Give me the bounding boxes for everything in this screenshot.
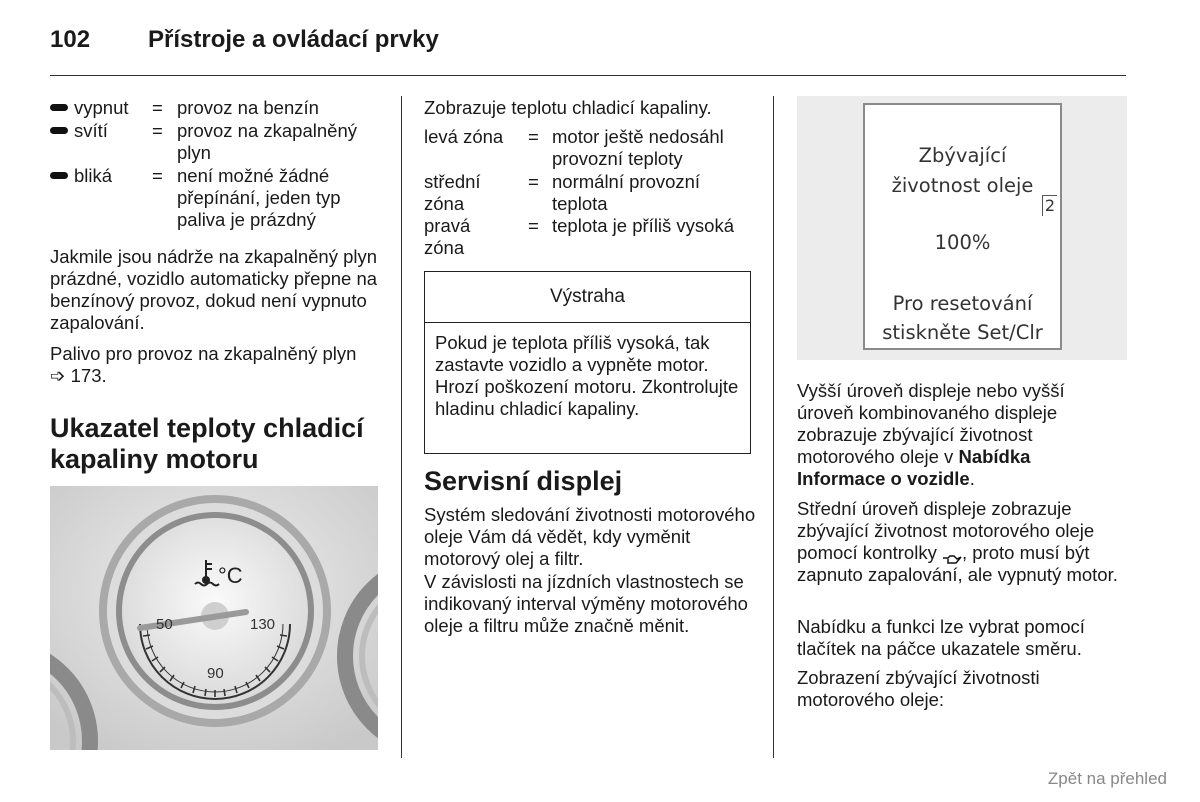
- lpg-indicator-icon: [50, 127, 68, 134]
- display-page-badge: 2: [1042, 195, 1057, 216]
- menu-reference: Nabídka Informace o vozidle: [797, 446, 1031, 489]
- page-title: Přístroje a ovládací prvky: [148, 26, 439, 53]
- zone-key-2: pravá zóna: [424, 215, 471, 258]
- lpg-reference-paragraph: Palivo pro provoz na zkapalněný plyn ➩ 173.: [50, 343, 357, 386]
- oil-can-icon: [942, 548, 962, 560]
- legend-eq-0: =: [152, 97, 163, 118]
- coolant-section-heading: Ukazatel teploty chladicí kapaliny motoru: [50, 413, 364, 474]
- legend-key-0: vypnut: [50, 97, 129, 119]
- display-line-4: Pro resetování: [892, 292, 1033, 315]
- coolant-gauge-svg: [50, 486, 378, 750]
- legend-key-2: bliká: [50, 165, 112, 187]
- oil-life-paragraph-4: Zobrazení zbývající životnosti motorového oleje:: [797, 667, 1040, 710]
- page-reference-link[interactable]: ➩ 173.: [50, 365, 107, 386]
- zone-value-2: teplota je příliš vysoká: [552, 215, 735, 236]
- header-divider: [50, 75, 1126, 76]
- service-paragraph-1: Systém sledování životnosti motorového oleje Vám dá vědět, kdy vyměnit motorový olej a filtr.: [424, 504, 756, 569]
- legend-value-2: není možné žádné přepínání, jeden typ paliva je prázdný: [177, 165, 341, 230]
- column-divider-2: [773, 96, 774, 758]
- zone-value-1: normální provozní teplota: [552, 171, 701, 214]
- lpg-indicator-icon: [50, 104, 68, 111]
- legend-eq-2: =: [152, 165, 163, 186]
- service-display-heading: Servisní displej: [424, 466, 623, 496]
- gauge-tick-90: 90: [207, 665, 224, 682]
- page-number: 102: [50, 26, 91, 53]
- warning-text: Pokud je teplota příliš vysoká, tak zastavte vozidlo a vypněte motor. Hrozí poškození motoru. Zkontrolujte hladinu chladicí kapaliny.: [435, 332, 739, 419]
- lpg-paragraph: Jakmile jsou nádrže na zkapalněný plyn prázdné, vozidlo automaticky přepne na benzínový provoz, dokud není vypnuto zapalování.: [50, 246, 378, 333]
- display-line-5: stiskněte Set/Clr: [882, 321, 1043, 344]
- legend-value-0: provoz na benzín: [177, 97, 319, 118]
- zone-key-0: levá zóna: [424, 126, 504, 147]
- back-to-overview-link[interactable]: Zpět na přehled: [1047, 769, 1167, 788]
- zone-eq-1: =: [528, 171, 539, 192]
- zone-eq-2: =: [528, 215, 539, 236]
- zone-value-0: motor ještě nedosáhl provozní teploty: [552, 126, 724, 169]
- oil-life-paragraph-1: Vyšší úroveň displeje nebo vyšší úroveň kombinovaného displeje zobrazuje zbývající životnost motorového oleje v Nabídka Informace o vozidle.: [797, 380, 1065, 489]
- oil-life-screen: [863, 103, 1062, 350]
- oil-life-display-illustration: [797, 96, 1127, 360]
- column-divider-1: [401, 96, 402, 758]
- gauge-tick-50: 50: [156, 616, 173, 633]
- legend-eq-1: =: [152, 120, 163, 141]
- gauge-unit-label: °C: [218, 563, 243, 588]
- display-line-1: Zbývající: [918, 144, 1007, 167]
- oil-life-paragraph-3: Nabídku a funkci lze vybrat pomocí tlačítek na páčce ukazatele směru.: [797, 616, 1085, 659]
- service-paragraph-2: V závislosti na jízdních vlastnostech se indikovaný interval výměny motorového oleje a filtru může značně měnit.: [424, 571, 748, 636]
- zone-key-1: střední zóna: [424, 171, 481, 214]
- warning-box: [424, 271, 751, 454]
- zone-eq-0: =: [528, 126, 539, 147]
- legend-value-1: provoz na zkapalněný plyn: [177, 120, 357, 163]
- legend-key-1: svítí: [50, 120, 108, 142]
- coolant-gauge-illustration: [50, 486, 378, 750]
- oil-life-paragraph-2: Střední úroveň displeje zobrazuje zbývající životnost motorového oleje pomocí kontrolky , proto musí být zapnuto zapalování, ale vypnutý motor.: [797, 498, 1118, 585]
- display-line-2: životnost oleje: [891, 174, 1034, 197]
- warning-title: Výstraha: [425, 272, 750, 323]
- lpg-indicator-icon: [50, 172, 68, 179]
- display-percent: 100%: [934, 231, 991, 254]
- gauge-tick-130: 130: [250, 616, 276, 633]
- coolant-intro: Zobrazuje teplotu chladicí kapaliny.: [424, 97, 712, 118]
